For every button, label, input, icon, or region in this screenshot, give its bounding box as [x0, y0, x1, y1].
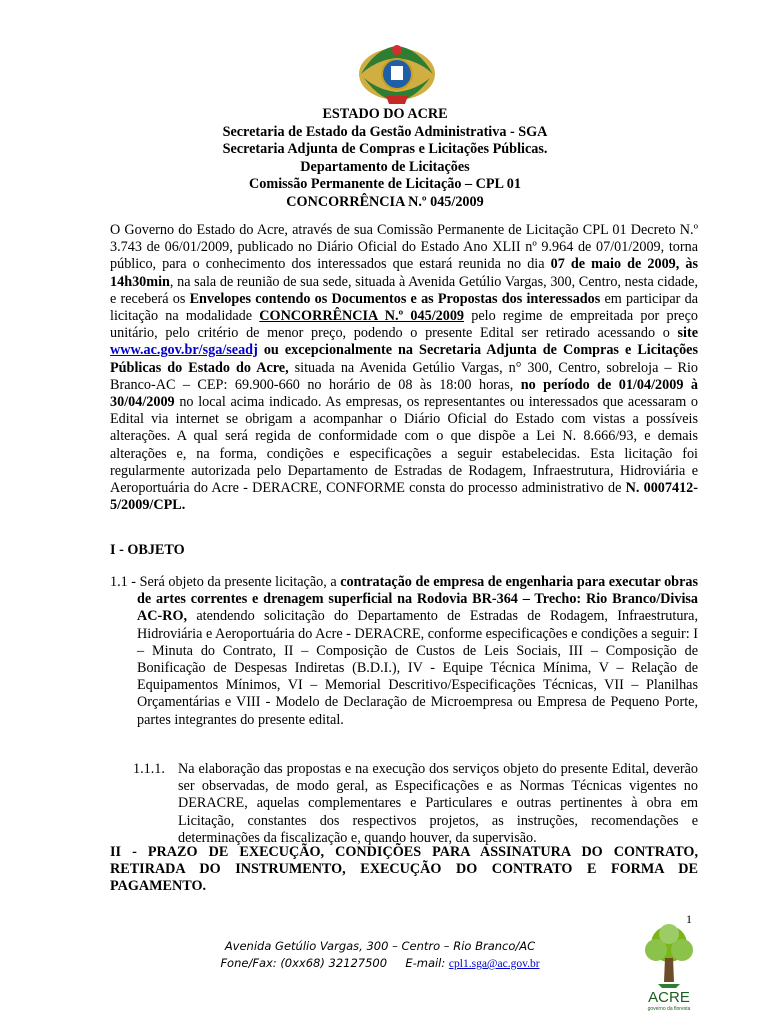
clause-1-1-text-1: Será objeto da presente licitação, a	[139, 574, 341, 590]
edital-link[interactable]: www.ac.gov.br/sga/seadj	[110, 342, 258, 359]
footer-address: Avenida Getúlio Vargas, 300 – Centro – Rio Branco/AC	[224, 939, 536, 953]
intro-text-3: em participar da licitação na modalidade	[110, 290, 698, 325]
acre-tree-logo-icon	[640, 920, 698, 1012]
tender-reference: CONCORRÊNCIA N.º 045/2009	[259, 308, 465, 325]
footer-email-link[interactable]: cpl1.sga@ac.gov.br	[448, 958, 540, 970]
state-coat-of-arms-icon	[356, 40, 438, 106]
header-secretariat: Secretaria de Estado da Gestão Administrativa - SGA	[222, 123, 548, 140]
document-header	[100, 106, 670, 211]
intro-paragraph	[110, 222, 698, 514]
header-department: Departamento de Licitações	[300, 158, 470, 175]
page-footer	[150, 938, 610, 973]
logo-tagline: governo da floresta	[647, 1006, 691, 1012]
secretariat-location: ou excepcionalmente na Secretaria Adjunta de Compras e Licitações Públicas do Estado do Acre,	[110, 342, 698, 376]
footer-contact	[150, 955, 610, 973]
clause-1-1	[110, 574, 698, 729]
logo-word: ACRE	[648, 989, 690, 1006]
header-tender-number: CONCORRÊNCIA N.º 045/2009	[286, 193, 484, 210]
intro-text-4: pelo regime de empreitada por preço unitário, pelo critério de menor preço, podendo o presente Edital ser retirado acessando o	[110, 308, 698, 342]
site-label: site	[677, 325, 698, 342]
intro-text-2: , na sala de reunião de sua sede, situada à Avenida Getúlio Vargas, 300, Centro, nesta cidade, e receberá os	[110, 273, 698, 307]
intro-text-6: no local acima indicado. As empresas, os representantes ou interessados que acessaram o Edital via internet se obrigam a acompanhar o Diário Oficial do Estado com vistas a possíveis alterações. A qual será regida de conformidade com o que dispõe a Lei N. 8.666/93, e demais alterações e, na forma, condições e especificações a seguir estabelecidas. Esta licitação foi regularmente autorizada pelo Departamento de Estradas de Rodagem, Infraestrutura, Hidroviária e Aeroportuária do Acre - DERACRE, CONFORME consta do processo administrativo de	[110, 394, 698, 497]
process-number: N. 0007412-5/2009/CPL.	[110, 480, 698, 514]
clause-1-1-object: contratação de empresa de engenharia para executar obras de artes correntes e drenagem superficial na Rodovia BR-364 – Trecho: Rio Branco/Divisa AC-RO,	[137, 574, 698, 625]
section-1-title: I - OBJETO	[110, 542, 185, 558]
clause-1-1-text-2: atendendo solicitação do Departamento de Estradas de Rodagem, Infraestrutura, Hidroviária e Aeroportuária do Acre - DERACRE, conforme especificações e condições a seguir: I – Minuta do Contrato, II – Composição de Custos de Leis Sociais, III – Composição de Bonificação de Despesas Indiretas (B.D.I.), IV - Equipe Técnica Mínima, V – Relação de Equipamentos Mínimos, VI – Memorial Descritivo/Especificações Técnicas, VII – Planilhas Orçamentárias e VIII - Modelo de Declaração de Microempresa ou Empresa de Pequeno Porte, partes integrantes do presente edital.	[137, 608, 698, 728]
clause-1-1-1-text: Na elaboração das propostas e na execução dos serviços objeto do presente Edital, deverão ser observadas, de modo geral, as Especificações e as Normas Técnicas vigentes no DERACRE, aquelas complementares e Particulares e outras pertinentes à obra em Licitação, constantes dos respectivos projetos, as instruções, recomendações e determinações da fiscalização e, quando houver, da supervisão.	[178, 761, 698, 846]
footer-phone: Fone/Fax: (0xx68) 32127500 E-mail:	[220, 956, 449, 970]
meeting-date: 07 de maio de 2009, às 14h30min	[110, 256, 698, 290]
envelopes-text: Envelopes contendo os Documentos e as Propostas dos interessados	[189, 290, 601, 307]
header-adjunct-secretariat: Secretaria Adjunta de Compras e Licitações Públicas.	[222, 141, 548, 157]
clause-1-1-1-number: 1.1.1.	[133, 761, 165, 777]
availability-period: no período de 01/04/2009 à 30/04/2009	[110, 376, 698, 411]
intro-text-5: situada na Avenida Getúlio Vargas, n° 300, Centro, sobreloja – Rio Branco-AC – CEP: 69.900-660 no horário de 08 às 18:00 horas,	[110, 359, 698, 393]
page-number: 1	[686, 912, 692, 926]
clause-1-1-number: 1.1 -	[110, 574, 137, 590]
clause-1-1-1	[133, 761, 698, 847]
intro-text-1: O Governo do Estado do Acre, através de sua Comissão Permanente de Licitação CPL 01 Decreto N.º 3.743 de 06/01/2009, publicado no Diário Oficial do Estado Ano XLII nº 9.964 de 07/01/2009, torna público, para o conhecimento dos interessados que estará reunida no dia	[110, 222, 698, 273]
header-state: ESTADO DO ACRE	[322, 106, 448, 122]
header-commission: Comissão Permanente de Licitação – CPL 01	[249, 176, 521, 192]
section-2-title: II - PRAZO DE EXECUÇÃO, CONDIÇÕES PARA ASSINATURA DO CONTRATO, RETIRADA DO INSTRUMENTO, EXECUÇÃO DO CONTRATO E FORMA DE PAGAMENTO.	[110, 844, 698, 895]
